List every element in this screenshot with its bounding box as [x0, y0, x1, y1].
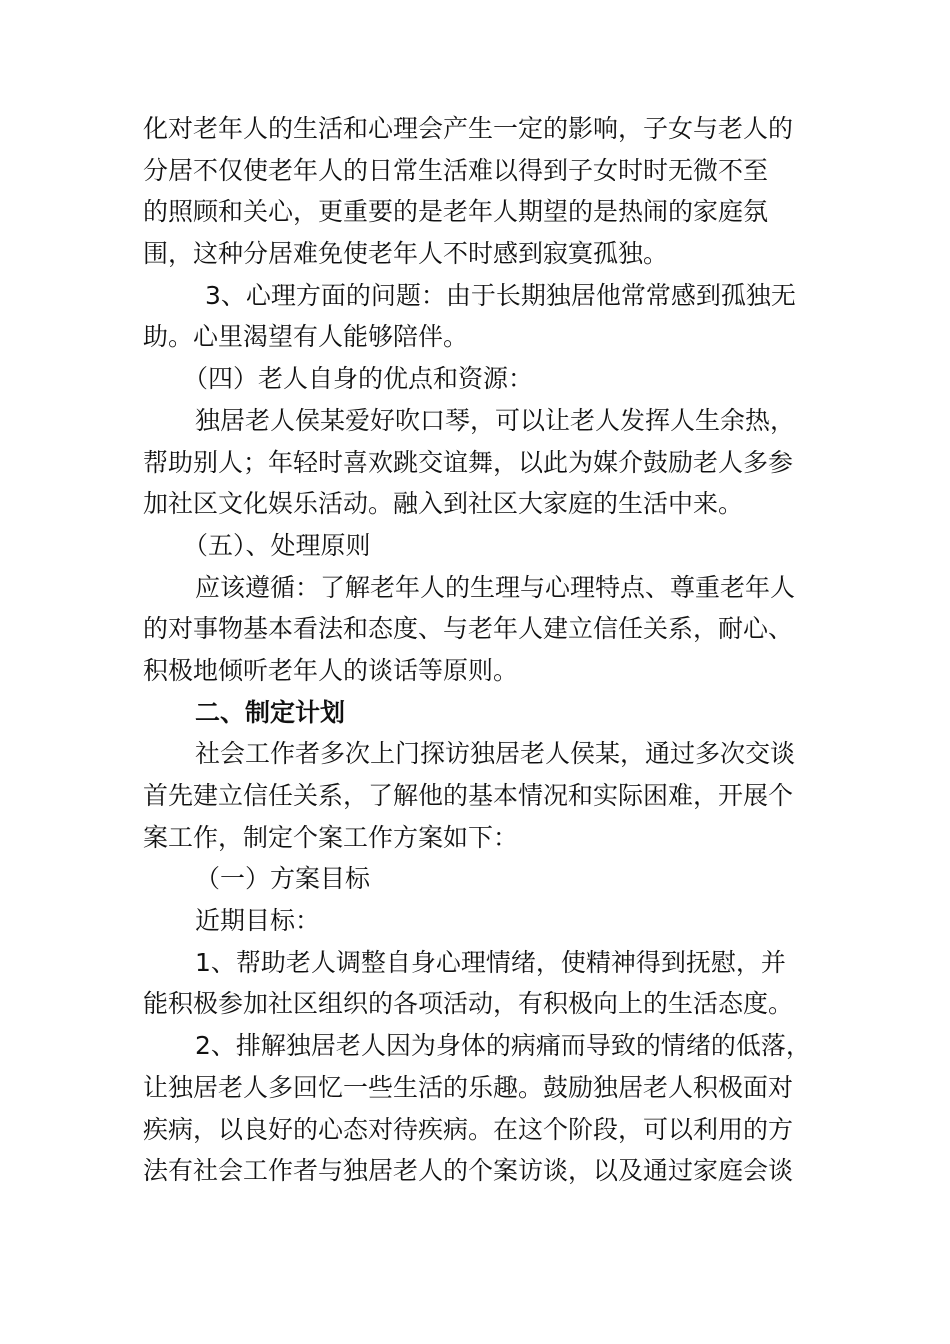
- paragraph-line: 法有社会工作者与独居老人的个案访谈，以及通过家庭会谈: [143, 1156, 794, 1186]
- paragraph-line: 化对老年人的生活和心理会产生一定的影响，子女与老人的: [143, 114, 794, 143]
- paragraph-line: 助。心里渴望有人能够陪伴。: [143, 322, 469, 352]
- section-heading: （五）、处理原则: [183, 530, 371, 560]
- paragraph-line: 3、心理方面的问题：由于长期独居他常常感到孤独无: [205, 280, 796, 310]
- paragraph-line: 案工作，制定个案工作方案如下：: [143, 822, 519, 852]
- paragraph-line: 加社区文化娱乐活动。融入到社区大家庭的生活中来。: [143, 489, 744, 519]
- paragraph-line: 帮助别人；年轻时喜欢跳交谊舞，以此为媒介鼓励老人多参: [143, 447, 794, 477]
- paragraph-line: 近期目标：: [195, 906, 321, 936]
- paragraph-line: 社会工作者多次上门探访独居老人侯某，通过多次交谈: [195, 739, 796, 769]
- paragraph-line: 1、帮助老人调整自身心理情绪，使精神得到抚慰，并: [195, 947, 786, 977]
- paragraph-line: 疾病，以良好的心态对待疾病。在这个阶段，可以利用的方: [143, 1114, 794, 1144]
- paragraph-line: 积极地倾听老年人的谈话等原则。: [143, 655, 519, 685]
- chapter-heading: 二、制定计划: [195, 697, 346, 727]
- paragraph-line: 的照顾和关心，更重要的是老年人期望的是热闹的家庭氛: [143, 197, 769, 227]
- paragraph-line: 分居不仅使老年人的日常生活难以得到子女时时无微不至: [143, 155, 769, 185]
- paragraph-line: 让独居老人多回忆一些生活的乐趣。鼓励独居老人积极面对: [143, 1072, 794, 1102]
- document-body: [143, 108, 811, 1192]
- paragraph-line: 围，这种分居难免使老年人不时感到寂寞孤独。: [143, 239, 669, 269]
- paragraph-line: 的对事物基本看法和态度、与老年人建立信任关系，耐心、: [143, 614, 794, 644]
- paragraph-line: 独居老人侯某爱好吹口琴，可以让老人发挥人生余热，: [195, 405, 796, 435]
- section-heading: （一）方案目标: [195, 864, 371, 894]
- paragraph-line: 2、排解独居老人因为身体的病痛而导致的情绪的低落，: [195, 1031, 811, 1061]
- section-heading: （四）老人自身的优点和资源：: [183, 364, 534, 394]
- paragraph-line: 首先建立信任关系，了解他的基本情况和实际困难，开展个: [143, 781, 794, 810]
- paragraph-line: 能积极参加社区组织的各项活动，有积极向上的生活态度。: [143, 989, 794, 1019]
- paragraph-line: 应该遵循：了解老年人的生理与心理特点、尊重老年人: [195, 572, 796, 602]
